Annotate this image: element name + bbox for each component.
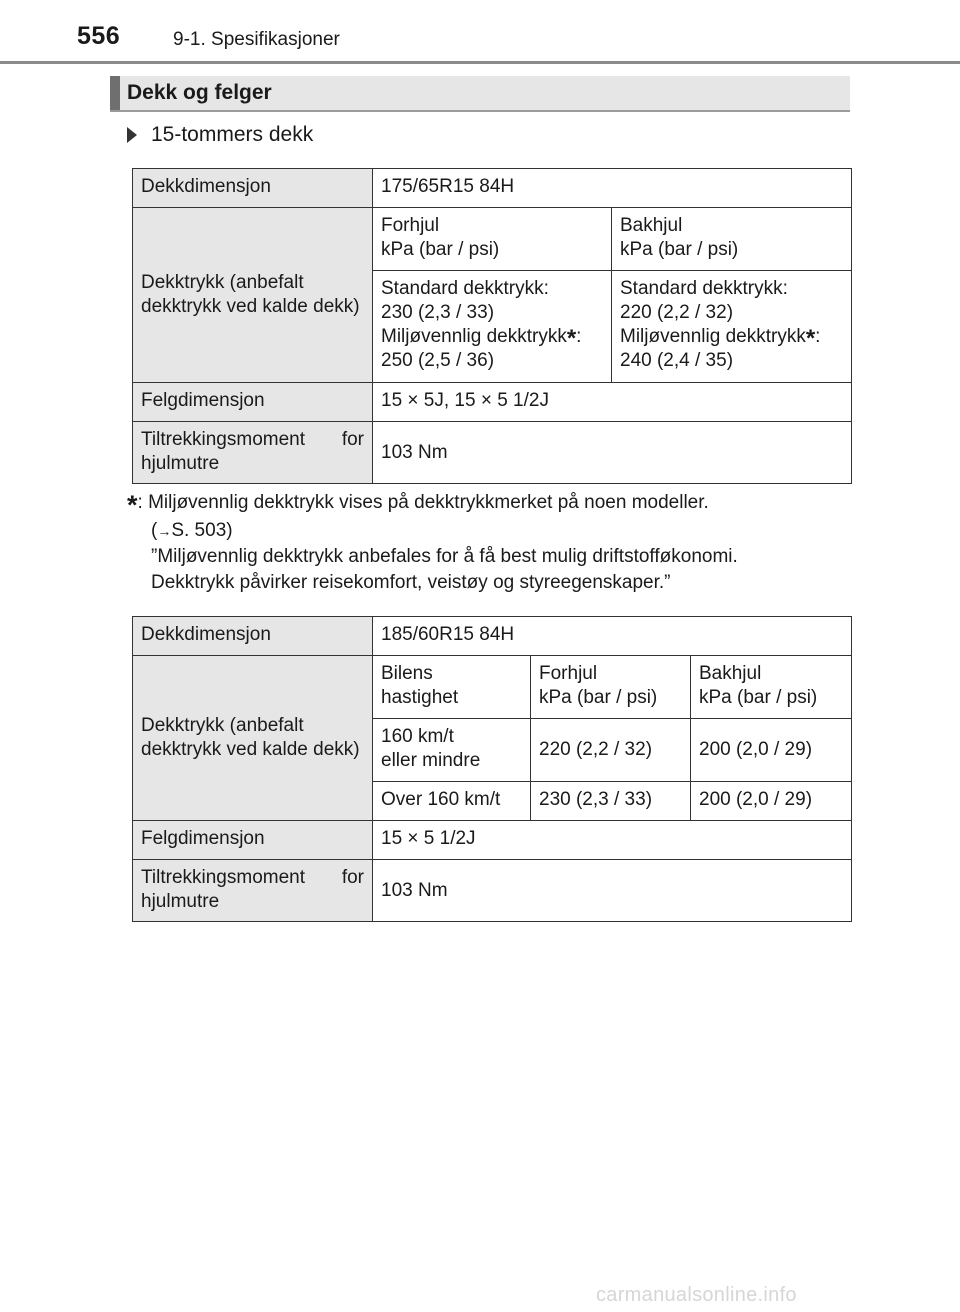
footnote-quote-line1: ”Miljøvennlig dekktrykk anbefales for å få best mulig driftstofføkonomi. [151, 546, 738, 567]
front-pressure-cell: 220 (2,2 / 32) [531, 719, 691, 782]
footnote-reference: (→S. 503) [151, 520, 233, 541]
rear-wheel-pressure [612, 271, 852, 383]
tire-spec-table-1 [132, 168, 852, 484]
torque-label-word2: for [341, 429, 364, 450]
torque-label-line1 [141, 428, 364, 452]
footnote [127, 490, 827, 596]
torque-value: 103 Nm [373, 860, 852, 922]
watermark: carmanualsonline.info [596, 1284, 797, 1306]
tire-size-label: Dekkdimensjon [133, 617, 373, 656]
subsection-heading [127, 123, 313, 147]
torque-label-line2: hjulmutre [141, 891, 220, 912]
subsection-heading-text: 15-tommers dekk [151, 123, 314, 146]
rear-standard-label: Standard dekktrykk: [620, 278, 788, 299]
rim-size-value: 15 × 5J, 15 × 5 1/2J [373, 383, 852, 422]
front-wheel-header-unit: kPa (bar / psi) [381, 239, 500, 260]
rear-pressure-cell: 200 (2,0 / 29) [691, 719, 852, 782]
tire-spec-table-2 [132, 616, 852, 922]
front-wheel-header-title: Forhjul [381, 215, 440, 236]
front-eco-label: Miljøvennlig dekktrykk [381, 326, 567, 347]
torque-value: 103 Nm [373, 422, 852, 484]
footnote-text: : Miljøvennlig dekktrykk vises på dekktrykkmerket på noen modeller. [137, 492, 709, 513]
front-eco-label-line: Miljøvennlig dekktrykk*: [381, 325, 582, 352]
rear-wheel-header-unit: kPa (bar / psi) [620, 239, 739, 260]
footnote-line1 [127, 490, 827, 518]
front-eco-value: 250 (2,5 / 36) [381, 350, 495, 371]
tire-pressure-label: Dekktrykk (anbefalt dekktrykk ved kalde dekk) [133, 656, 373, 821]
speed-cell: Over 160 km/t [373, 782, 531, 821]
section-title: Dekk og felger [127, 81, 272, 104]
torque-label [133, 860, 373, 922]
torque-label [133, 422, 373, 484]
front-standard-label: Standard dekktrykk: [381, 278, 549, 299]
rear-eco-label-line: Miljøvennlig dekktrykk*: [620, 325, 821, 352]
footnote-quote-line2: Dekktrykk påvirker reisekomfort, veistøy og styreegenskaper.” [151, 572, 671, 593]
rear-pressure-cell: 200 (2,0 / 29) [691, 782, 852, 821]
triangle-bullet-icon [127, 127, 137, 143]
rim-size-label: Felgdimensjon [133, 383, 373, 422]
header-divider [0, 61, 960, 64]
rear-wheel-header: Bakhjul kPa (bar / psi) [691, 656, 852, 719]
rear-eco-value: 240 (2,4 / 35) [620, 350, 734, 371]
rim-size-value: 15 × 5 1/2J [373, 821, 852, 860]
rear-standard-value: 220 (2,2 / 32) [620, 302, 734, 323]
page-number: 556 [77, 22, 121, 50]
vehicle-speed-header: Bilens hastighet [373, 656, 531, 719]
torque-label-word1: Tiltrekkingsmoment [141, 429, 306, 450]
asterisk-marker: * [805, 325, 816, 352]
front-wheel-header [373, 208, 612, 271]
footnote-asterisk: * [127, 490, 138, 520]
page-reference-link[interactable]: S. 503) [171, 520, 233, 541]
tire-pressure-label: Dekktrykk (anbefalt dekktrykk ved kalde dekk) [133, 208, 373, 383]
arrow-right-icon: → [157, 523, 172, 539]
chapter-title: 9-1. Spesifikasjoner [173, 29, 340, 50]
section-header [110, 76, 850, 112]
rear-wheel-header [612, 208, 852, 271]
tire-size-label: Dekkdimensjon [133, 169, 373, 208]
section-accent-bar [110, 76, 120, 110]
front-pressure-cell: 230 (2,3 / 33) [531, 782, 691, 821]
front-standard-value: 230 (2,3 / 33) [381, 302, 495, 323]
torque-label-line2: hjulmutre [141, 453, 220, 474]
rear-wheel-header-title: Bakhjul [620, 215, 683, 236]
front-wheel-header: Forhjul kPa (bar / psi) [531, 656, 691, 719]
tire-size-value: 175/65R15 84H [373, 169, 852, 208]
tire-size-value: 185/60R15 84H [373, 617, 852, 656]
speed-cell: 160 km/t eller mindre [373, 719, 531, 782]
rim-size-label: Felgdimensjon [133, 821, 373, 860]
rear-eco-label: Miljøvennlig dekktrykk [620, 326, 806, 347]
asterisk-marker: * [566, 325, 577, 352]
torque-label-line1: Tiltrekkingsmoment for [141, 867, 364, 888]
front-wheel-pressure [373, 271, 612, 383]
